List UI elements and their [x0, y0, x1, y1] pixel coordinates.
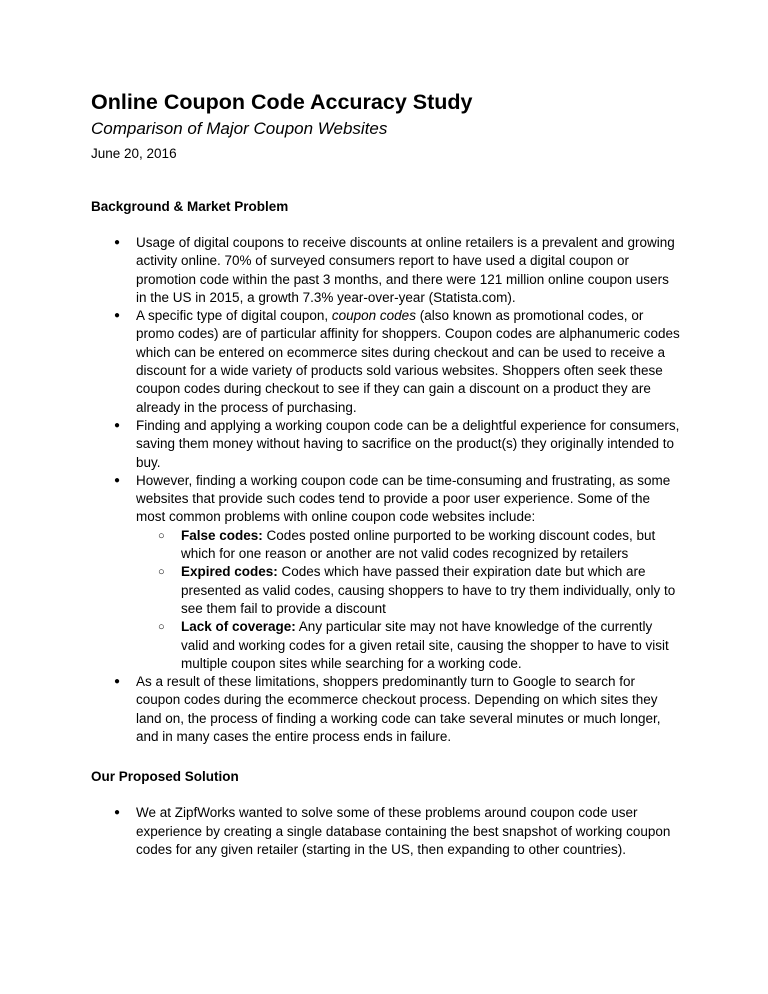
- section-heading-background: Background & Market Problem: [91, 199, 289, 214]
- sub-bullet-icon: ○: [158, 529, 165, 542]
- bullet-icon: ●: [114, 474, 121, 486]
- sub-item-label: Expired codes:: [181, 564, 278, 580]
- bullet-text: (also known as promotional codes, or promo codes) are of particular affinity for shoppers. Coupon codes are alphanumeric codes which can be entered on ecommerce sites during checkout and can be used to receive a discount for a wide variety of products sold various websites. Shoppers often seek these coupon codes during checkout to see if they can gain a discount on a product they are already in the process of purchasing.: [136, 308, 680, 415]
- sub-item-text: Codes posted online purported to be working discount codes, but which for one reason or another are not valid codes recognized by retailers: [181, 527, 656, 562]
- sub-list-item: [136, 563, 681, 618]
- sub-item-label: False codes:: [181, 527, 263, 543]
- bullet-text: Usage of digital coupons to receive discounts at online retailers is a prevalent and growing activity online. 70% of surveyed consumers report to have used a digital coupon or promotion code within the past 3 months, and there were 121 million online coupon users in the US in 2015, a growth 7.3% year-over-year (Statista.com).: [136, 235, 675, 305]
- bullet-text: We at ZipfWorks wanted to solve some of these problems around coupon code user experience by creating a single database containing the best snapshot of working coupon codes for any given retailer (starting in the US, then expanding to other countries).: [136, 805, 671, 857]
- sub-list-item: [136, 527, 681, 564]
- sub-item-text: Any particular site may not have knowledge of the currently valid and working codes for a given retail site, causing the shopper to have to visit multiple coupon sites while searching for a working code.: [181, 619, 669, 671]
- list-item: [91, 307, 681, 417]
- document-page: [91, 87, 681, 859]
- bullet-emphasis: coupon codes: [331, 308, 416, 324]
- list-item: [91, 472, 681, 673]
- list-item: [91, 673, 681, 746]
- bullet-icon: ●: [114, 237, 121, 248]
- problem-sub-list: [136, 527, 681, 673]
- bullet-text: As a result of these limitations, shoppers predominantly turn to Google to search for coupon codes during the ecommerce checkout process. Depending on which sites they land on, the process of finding a working code can take several minutes or much longer, and in many cases the entire process ends in failure.: [136, 674, 661, 745]
- bullet-icon: ●: [114, 310, 121, 322]
- list-item: [91, 804, 681, 859]
- document-title: Online Coupon Code Accuracy Study: [91, 90, 473, 114]
- bullet-icon: ●: [114, 419, 121, 431]
- solution-bullet-list: [91, 804, 681, 859]
- sub-list-item: [136, 618, 681, 673]
- bullet-text: A specific type of digital coupon,: [136, 308, 332, 324]
- document-date: June 20, 2016: [91, 146, 177, 161]
- bullet-icon: ●: [114, 807, 121, 819]
- sub-bullet-icon: ○: [158, 566, 165, 579]
- background-bullet-list: [91, 234, 681, 746]
- sub-item-text: Codes which have passed their expiration date but which are presented as valid codes, causing shoppers to have to try them individually, only to see them fail to provide a discount: [181, 564, 676, 616]
- sub-item-label: Lack of coverage:: [181, 619, 296, 635]
- bullet-text: However, finding a working coupon code can be time-consuming and frustrating, as some websites that provide such codes tend to provide a poor user experience. Some of the most common problems with online coupon code websites include:: [136, 472, 671, 525]
- bullet-text: Finding and applying a working coupon code can be a delightful experience for consumers, saving them money without having to sacrifice on the product(s) they originally intended to buy.: [136, 417, 680, 470]
- sub-bullet-icon: ○: [158, 621, 165, 634]
- document-subtitle: Comparison of Major Coupon Websites: [91, 119, 388, 138]
- list-item: [91, 234, 681, 307]
- section-heading-solution: Our Proposed Solution: [91, 769, 239, 785]
- bullet-icon: ●: [114, 676, 121, 688]
- list-item: [91, 417, 681, 472]
